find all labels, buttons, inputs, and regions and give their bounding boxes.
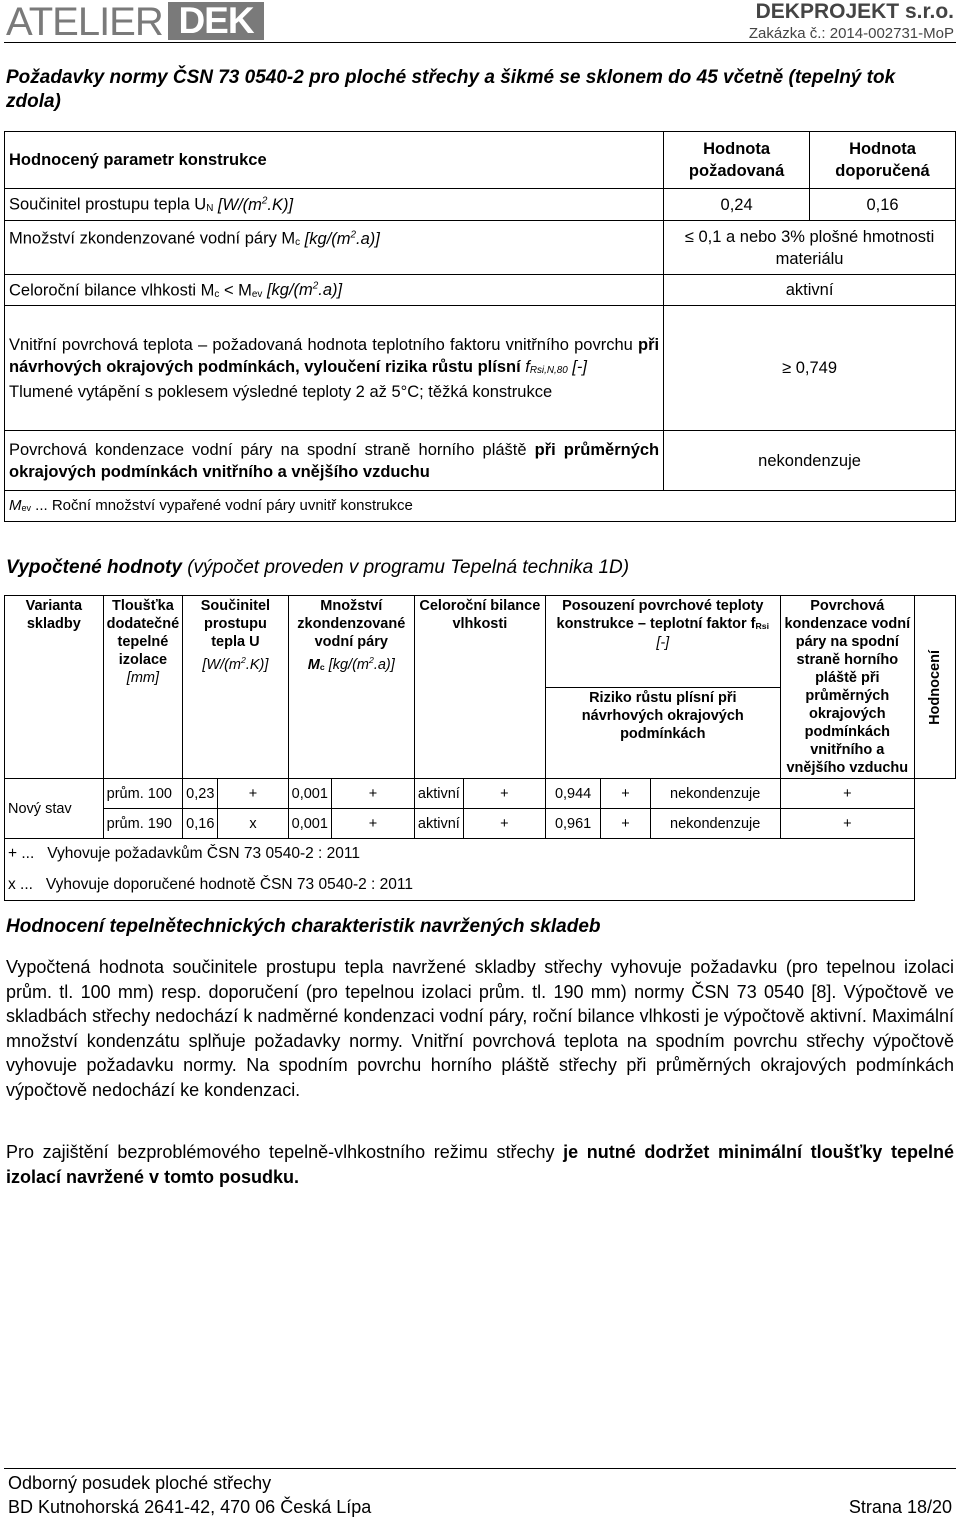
calc-title: Vypočtené hodnoty (výpočet proveden v programu Tepelná technika 1D) [6, 557, 630, 578]
header-recommended: Hodnota doporučená [810, 132, 956, 189]
logo-atelier: ATELIER [6, 0, 163, 44]
row-balance-label: Celoroční bilance vlhkosti $M_c < M_{ev}$ $[kg/(m^2.a)]$ [5, 275, 664, 306]
company-name: DEKPROJEKT s.r.o. [755, 0, 954, 23]
calc-f-ok: + [601, 779, 650, 809]
row-mc-label: Množství zkondenzované vodní páry $M_c$ $[kg/(m^2.a)]$ [5, 221, 664, 275]
calc-row-1 [5, 779, 956, 809]
calc-header-mold: Riziko růstu plísní při návrhových okrajových podmínkách [545, 687, 780, 779]
order-number: Zakázka č.: 2014-002731-MoP [748, 25, 954, 42]
calc-row-2 [5, 809, 956, 839]
row-u-recommended: 0,16 [810, 189, 956, 221]
footer-address: BD Kutnohorská 2641-42, 470 06 Česká Lípa [8, 1497, 372, 1517]
calc-f-ok: + [601, 809, 650, 839]
calc-cond-ok: + [780, 809, 914, 839]
calc-header-surface: Posouzení povrchové teploty konstrukce – teplotní faktor $f_{Rsi}$ [-] [545, 596, 780, 688]
calc-mc: 0,001 [288, 779, 331, 809]
row-mc-value: ≤ 0,1 a nebo 3% plošné hmotnosti materiálu [664, 221, 956, 275]
note-mev: $M_{ev}$ ... Roční množství vypařené vodní páry uvnitř konstrukce [5, 491, 956, 522]
row-temperature-label: Vnitřní povrchová teplota – požadovaná hodnota teplotního faktoru vnitřního povrchu při návrhových okrajových podmínkách, vyloučení rizika růstu plísní $f_{Rsi,N,80}$ [-] Tlumené vytápění s poklesem výsledné teploty 2 až 5°C; těžká konstrukce [5, 306, 664, 431]
legend-plus: + ... Vyhovuje požadavkům ČSN 73 0540-2 : 2011 [5, 839, 915, 870]
calc-f: 0,961 [545, 809, 601, 839]
footer-page-number: Strana 18/20 [848, 1497, 952, 1517]
table-header-row [5, 132, 956, 189]
table-row-temperature [5, 306, 956, 431]
table-row-condensation [5, 431, 956, 491]
requirements-table [4, 131, 956, 522]
evaluation-paragraph-1: Vypočtená hodnota součinitele prostupu tepla navržené skladby střechy vyhovuje požadavku (pro tepelnou izolaci prům. tl. 100 mm) resp. doporučení (pro tepelnou izolaci prům. tl. 190 mm) normy ČSN 73 0540 [8]. Výpočtově ve skladbách střechy nedochází k nadměrné kondenzaci vodní páry, roční bilance vlhkosti je výpočtově aktivní. Maximální množství kondenzátu splňuje požadavky normy. Vnitřní povrchová teplota na spodním povrchu střechy výpočtově vyhovuje požadavku normy. Na spodním povrchu horního pláště střechy při průměrných okrajových podmínkách výpočtově nedochází ke kondenzaci. [6, 957, 954, 1100]
table-row-u [5, 189, 956, 221]
row-u-required: 0,24 [664, 189, 810, 221]
header-param: Hodnocený parametr konstrukce [5, 132, 664, 189]
calc-mc-ok: + [331, 779, 414, 809]
table-note-row [5, 491, 956, 522]
calc-u: 0,16 [183, 809, 218, 839]
calc-header-balance: Celoroční bilance vlhkosti [414, 596, 545, 779]
calc-thickness: prům. 100 [103, 779, 183, 809]
footer-divider [4, 1468, 956, 1469]
calc-balance-ok: + [463, 779, 545, 809]
row-temperature-value: ≥ 0,749 [664, 306, 956, 431]
evaluation-title: Hodnocení tepelnětechnických charakteristik navržených skladeb [6, 916, 601, 937]
calc-header-eval: Hodnocení [914, 596, 955, 779]
calc-balance: aktivní [414, 809, 463, 839]
calc-u-ok: + [218, 779, 288, 809]
calc-cond: nekondenzuje [650, 779, 780, 809]
calc-f: 0,944 [545, 779, 601, 809]
page-title: Požadavky normy ČSN 73 0540-2 pro ploché střechy a šikmé se sklonem do 45 včetně (tepelný tok zdola) [6, 67, 896, 112]
row-balance-value: aktivní [664, 275, 956, 306]
calc-legend-row [5, 839, 956, 870]
calc-u-ok: x [218, 809, 288, 839]
row-condensation-label: Povrchová kondenzace vodní páry na spodní straně horního pláště při průměrných okrajových podmínkách vnitřního a vnějšího vzduchu [5, 431, 664, 491]
calc-legend-row-2 [5, 870, 956, 901]
legend-x: x ... Vyhovuje doporučené hodnotě ČSN 73 0540-2 : 2011 [5, 870, 915, 901]
table-row-balance [5, 275, 956, 306]
calc-cond: nekondenzuje [650, 809, 780, 839]
calc-cond-ok: + [780, 779, 914, 809]
header-divider [4, 42, 956, 43]
row-u-label: Součinitel prostupu tepla $U_N$ $[W/(m^2.K)]$ [5, 189, 664, 221]
evaluation-paragraph-2: Pro zajištění bezproblémového tepelně-vlhkostního režimu střechy je nutné dodržet minimální tloušťky tepelné izolací navržené v tomto posudku. [6, 1142, 954, 1187]
calc-mc: 0,001 [288, 809, 331, 839]
calc-header-row [5, 596, 956, 688]
calc-balance: aktivní [414, 779, 463, 809]
calc-thickness: prům. 190 [103, 809, 183, 839]
calc-header-condensation: Povrchová kondenzace vodní páry na spodní straně horního pláště při průměrných okrajových podmínkách vnitřního a vnějšího vzduchu [780, 596, 914, 779]
calc-header-mc: Množství zkondenzované vodní páry $M_c$ $[kg/(m^2.a)]$ [288, 596, 414, 779]
logo-dek: DEK [168, 2, 264, 40]
calc-variant: Nový stav [5, 779, 104, 839]
calc-header-thickness: Tloušťka dodatečné tepelné izolace [mm] [103, 596, 183, 779]
calc-header-u: Součinitel prostupu tepla U $[W/(m^2.K)]$ [183, 596, 288, 779]
calc-u: 0,23 [183, 779, 218, 809]
header-required: Hodnota požadovaná [664, 132, 810, 189]
table-row-mc [5, 221, 956, 275]
calc-header-variant: Varianta skladby [5, 596, 104, 779]
footer-document-title: Odborný posudek ploché střechy [8, 1473, 272, 1493]
calc-balance-ok: + [463, 809, 545, 839]
row-condensation-value: nekondenzuje [664, 431, 956, 491]
calc-mc-ok: + [331, 809, 414, 839]
calculated-values-table [4, 595, 956, 901]
